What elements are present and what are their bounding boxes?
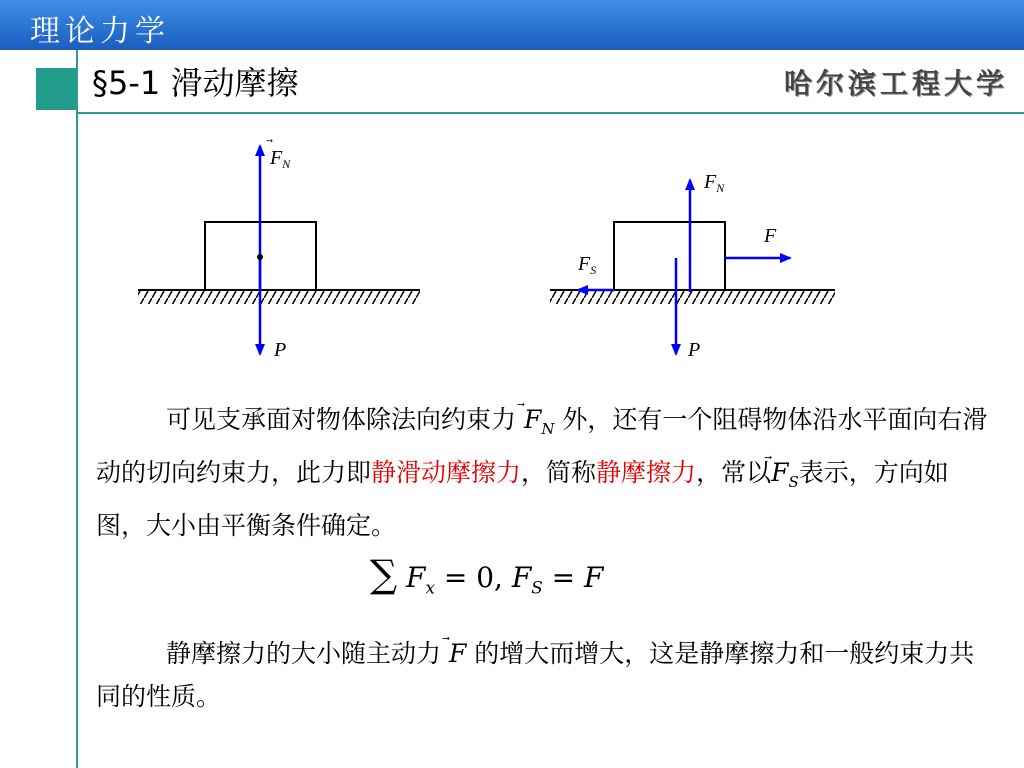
symbol-f: F — [448, 639, 467, 668]
title-bar — [0, 0, 1024, 50]
center-point — [257, 254, 263, 260]
symbol-fs: $F_S$ — [771, 458, 799, 491]
block — [614, 222, 725, 290]
ground-hatch — [550, 290, 835, 304]
vertical-divider — [76, 50, 78, 768]
symbol-fn: $F_N$ — [523, 405, 555, 438]
paragraph-friction-property: 静摩擦力的大小随主动力 F 的增大而增大，这是静摩擦力和一般约束力共同的性质。 — [96, 632, 996, 718]
term-static-sliding-friction: 静滑动摩擦力 — [371, 458, 522, 487]
diagram-left — [138, 139, 420, 361]
university-logo: 哈尔滨工程大学 — [783, 67, 1008, 100]
teal-decoration — [36, 68, 76, 110]
course-title: 理论力学 — [30, 14, 170, 49]
paragraph-static-friction: 可见支承面对物体除法向约束力 $F_N$ 外，还有一个阻碍物体沿水平面向右滑动的切向约束力，此力即静滑动摩擦力，简称静摩擦力，常以 $F_S$表示，方向如图，大小由平衡条件确定。 — [96, 398, 996, 547]
friction-diagram — [120, 130, 840, 370]
sum-symbol: ∑ — [370, 552, 398, 596]
equilibrium-formula: ∑ $F_x = 0$, $F_S = F$ — [370, 552, 604, 598]
p-arrow-label: P — [274, 339, 287, 361]
fs-arrow-label: $F_S$ — [578, 253, 597, 277]
p-arrow-label: P — [688, 339, 701, 361]
term-static-friction: 静摩擦力 — [596, 458, 697, 487]
ground-hatch — [138, 290, 420, 304]
diagram-right — [550, 171, 835, 361]
horizontal-divider — [76, 112, 1024, 114]
fn-arrow-label: $F_N$ — [270, 147, 291, 171]
fn-vector-bar — [266, 139, 273, 143]
fn-arrow-label: $F_N$ — [704, 171, 725, 195]
section-title: §5-1 滑动摩擦 — [92, 64, 299, 102]
f-arrow-label: F — [764, 225, 777, 247]
